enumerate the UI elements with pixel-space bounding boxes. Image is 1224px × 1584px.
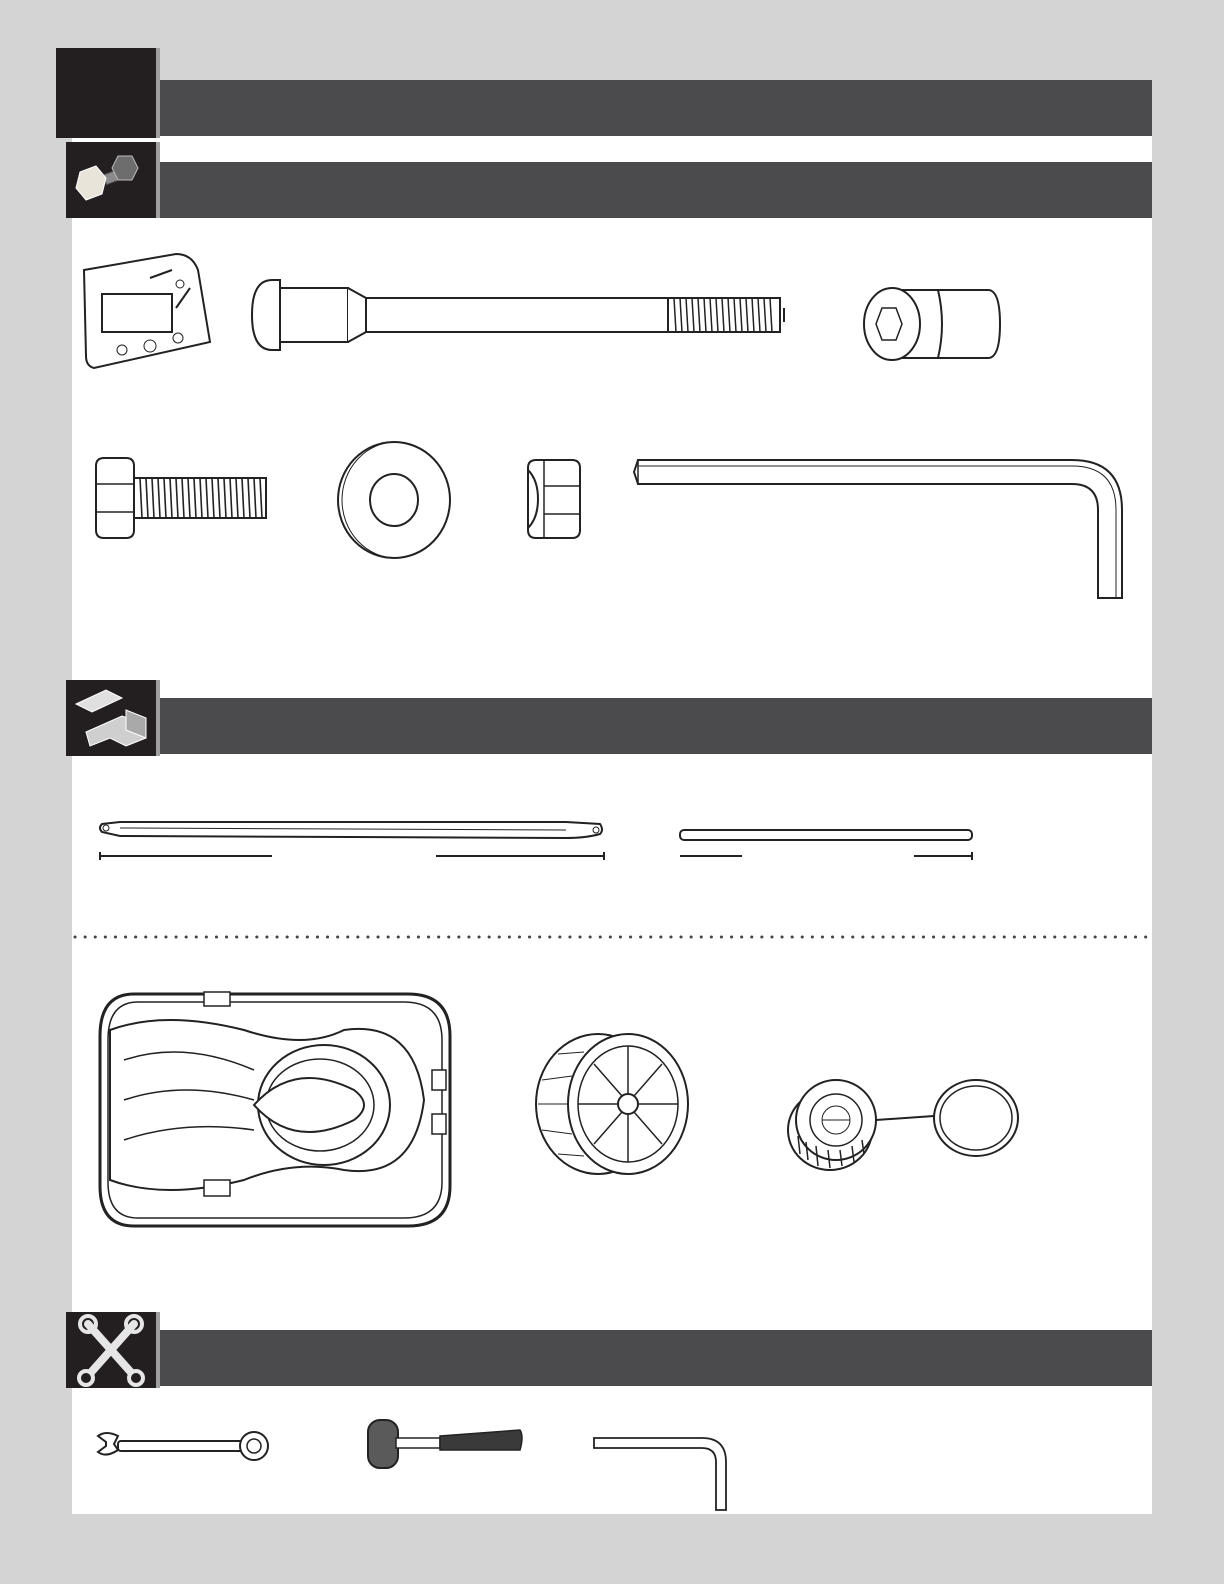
hex-bolt [94,456,274,540]
bracket-icon [66,680,156,756]
allen-wrench [632,456,1126,604]
combination-wrench-icon [96,1428,270,1464]
step-number-tab [56,48,160,138]
long-pivot-bolt-icon [250,270,795,360]
tools-header-bar [160,1330,1152,1386]
hex-key-icon [592,1436,728,1512]
page-header-bar [160,80,1152,136]
parts-header-bar [160,698,1152,754]
hardware-header-bar [160,162,1152,218]
barrel-nut [862,284,1002,364]
flat-washer-icon [336,438,456,562]
hardware-icon-box [66,142,160,218]
fill-cap-icon [786,1072,1032,1176]
hex-key [592,1436,728,1512]
tools-icon-box [66,1312,160,1388]
base [94,990,454,1230]
hex-bolt-icon [94,456,274,540]
wheel-icon [532,1030,692,1180]
hardware-card [80,248,214,374]
rod [678,828,978,864]
long-pivot-bolt [250,270,795,360]
rubber-mallet-icon [366,1416,526,1472]
base-icon [94,990,454,1230]
hardware-card-icon [80,248,214,374]
nut-bolt-icon [66,142,156,218]
barrel-nut-icon [862,284,1002,364]
combination-wrench [96,1428,270,1464]
flat-washer [336,438,456,562]
wheel [532,1030,692,1180]
crossed-wrenches-icon [66,1312,156,1388]
lock-nut-icon [524,456,584,542]
rubber-mallet [366,1416,526,1472]
brace-tube [96,818,608,866]
brace-tube-icon [96,818,608,866]
rod-icon [678,828,978,864]
fill-cap [786,1072,1032,1176]
parts-icon-box [66,680,160,756]
section-divider-dotted [72,934,1152,940]
lock-nut [524,456,584,542]
allen-wrench-icon [632,456,1126,604]
